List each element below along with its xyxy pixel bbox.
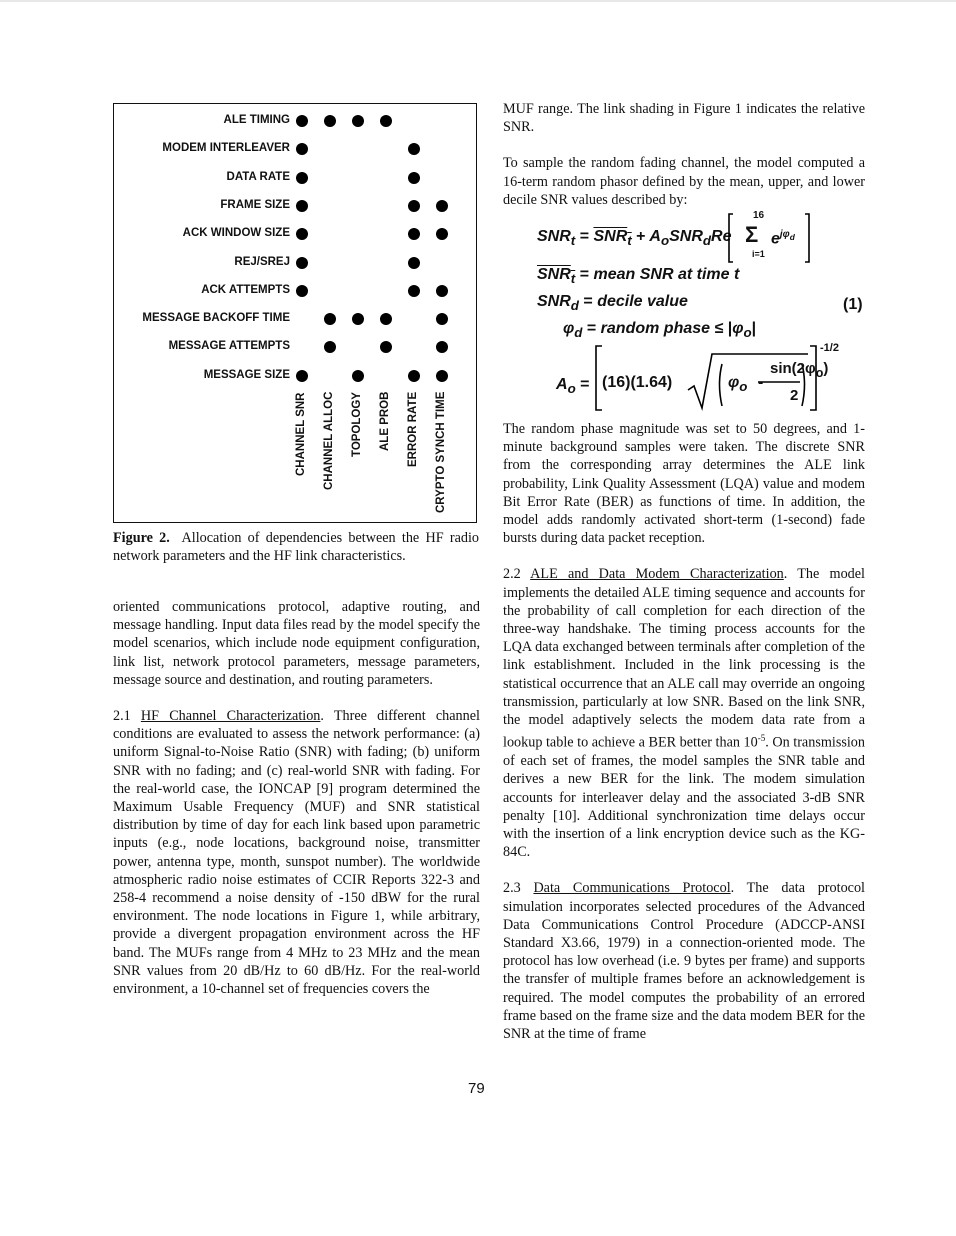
right-paragraph-3: The random phase magnitude was set to 50 degrees, and 1-minute background samples were taken. The discrete SNR from the corresponding array determines the ALE link probability, Link Quality Assessment (LQA) value and modem Bit Error Rate (BER) as functions of time. In addition, the model adds randomly activated short-term (1-second) fade bursts during data packet reception. xyxy=(503,421,865,547)
sum-sign: Σ xyxy=(745,222,759,247)
section-2-1-number: 2.1 xyxy=(113,708,131,725)
column-label: CRYPTO SYNCH TIME xyxy=(435,391,447,513)
column-label: CHANNEL ALLOC xyxy=(323,391,335,490)
dependency-dot xyxy=(380,313,392,325)
a0-denominator: 2 xyxy=(790,387,799,404)
section-2-3 xyxy=(503,879,865,1043)
row-label: MESSAGE SIZE xyxy=(203,368,290,381)
section-2-2-text-b: . On transmission of each set of frames, the model samples the SNR table and derives a new BER for the link. The modem simulation accounts for interleaver delay and the associated 3-dB SNR penalty [10]. Additional synchronization time delays occur with the insertion of a link encryption device such as the KG-84C. xyxy=(503,734,865,861)
exponential-term: $e^{j\varphi_d}$ xyxy=(771,229,795,248)
caption-label: Figure 2. xyxy=(113,530,170,546)
column-label: ERROR RATE xyxy=(407,391,419,467)
sum-upper-limit: 16 xyxy=(753,210,765,221)
section-2-3-number: 2.3 xyxy=(503,880,521,897)
section-2-2-number: 2.2 xyxy=(503,566,521,583)
dependency-dot xyxy=(352,115,364,127)
dependency-dot xyxy=(296,200,308,212)
row-label: MESSAGE BACKOFF TIME xyxy=(142,312,290,325)
dependency-dot xyxy=(324,313,336,325)
a0-coefficient: (16)(1.64) xyxy=(602,374,673,391)
right-paragraph-1: MUF range. The link shading in Figure 1 indicates the relative SNR. xyxy=(503,101,865,136)
dependency-dot xyxy=(408,257,420,269)
dependency-dot xyxy=(324,115,336,127)
left-paragraph-1: oriented communications protocol, adaptive routing, and message handling. Input data files read by the model specify the model scenarios, which include node equipment configuration, link list, network protocol parameters, message parameters, message source and destination, and routing parameters. xyxy=(113,599,480,688)
left-column xyxy=(113,598,480,1016)
row-label: FRAME SIZE xyxy=(220,198,290,211)
page-top-rule xyxy=(0,0,956,2)
dependency-dot xyxy=(436,200,448,212)
row-label: ACK WINDOW SIZE xyxy=(182,227,290,240)
row-label: DATA RATE xyxy=(226,170,290,183)
row-label: REJ/SREJ xyxy=(234,255,290,268)
dependency-dot xyxy=(296,285,308,297)
section-2-2-heading: ALE and Data Modem Characterization xyxy=(530,566,784,583)
section-2-1-heading: HF Channel Characterization xyxy=(140,708,321,725)
sum-bracket xyxy=(725,210,815,266)
equation-number: (1) xyxy=(843,296,863,313)
dependency-dot xyxy=(296,172,308,184)
dependency-dot xyxy=(408,200,420,212)
equation-line-5-lhs: $A_o$ = xyxy=(556,376,590,397)
row-label: ACK ATTEMPTS xyxy=(201,283,290,296)
dependency-dot xyxy=(296,115,308,127)
dependency-dot xyxy=(352,370,364,382)
figure-caption xyxy=(113,529,479,565)
page-number: 79 xyxy=(468,1080,485,1097)
a0-sine-numerator: $\sin(2\varphi_o)$ xyxy=(770,360,829,380)
sum-lower-limit: i=1 xyxy=(752,249,765,259)
dependency-dot xyxy=(436,370,448,382)
right-paragraph-2: To sample the random fading channel, the model computed a 16-term random phasor defined by the mean, upper, and lower decile SNR values described by: xyxy=(503,155,865,208)
section-2-3-text: . The data protocol simulation incorporates selected procedures of the Advanced Data Communications Control Procedure (ADCCP-ANSI Standard X3.66, 1979) in a connection-oriented mode. The protocol has low overhead (i.e. 9 bytes per frame) and supports the transfer of multiple frames before an acknowledgement is required. The model computes the probability of an errored frame based on the frame size and the data modem BER for the SNR at the time of frame xyxy=(503,880,865,1043)
row-label: ALE TIMING xyxy=(223,114,290,126)
dependency-dot xyxy=(380,115,392,127)
section-2-1-text: . Three different channel conditions are evaluated to assess the network performance: (a) uniform Signal-to-Noise Ratio (SNR) with fading; (b) uniform SNR with no fading; and (c) real-world SNR with fading. For the real-world case, the IONCAP [9] program determined the Maximum Usable Frequency (MUF) and SNR statistical distribution by time of day for each link based upon parametric inputs (e.g., node locations, background noise, transmitter power, antenna type, month, sunspot number). The worldwide atmospheric radio noise estimates of CCIR Reports 322-3 and 258-4 recommend a noise density of -150 dBW for the rural environment. The node locations in Figure 1, while arbitrary, provide a divergent propagation environment across the HF band. The MUFs range from 4 MHz to 23 MHz and the mean SNR values from 20 dB/Hz to 60 dB/Hz. For the real-world environment, a 10-channel set of frequencies covers the xyxy=(113,708,480,998)
a0-phi-o: $\varphi_o$ xyxy=(728,374,748,395)
section-2-2-text-a: . The model implements the detailed ALE timing sequence and accounts for the probability of call completion for each direction of the three-way handshake. The timing process accounts for the LQA data exchanged between terminals after completion of the link establishment. Included in the link processing is the statistical occurrence that an ALE call may override an ongoing transmission, particularly at low SNR. Based on the link SNR, the model adaptively selects the modem data rate from a lookup table to achieve a BER better than 10 xyxy=(503,566,866,751)
dependency-dot xyxy=(296,370,308,382)
dependency-dot xyxy=(408,172,420,184)
row-label: MESSAGE ATTEMPTS xyxy=(168,340,290,353)
section-2-1 xyxy=(113,707,480,998)
section-2-3-heading: Data Communications Protocol xyxy=(533,880,731,897)
dependency-dot xyxy=(408,285,420,297)
dependency-dot xyxy=(352,313,364,325)
a0-minus: - xyxy=(758,374,764,391)
section-2-2 xyxy=(503,565,865,861)
column-label: CHANNEL SNR xyxy=(295,392,307,476)
row-label: MODEM INTERLEAVER xyxy=(162,142,290,155)
equation-line-2: $SNR_t$ = mean SNR at time t xyxy=(537,266,740,287)
dependency-dot xyxy=(408,370,420,382)
dependency-dot xyxy=(436,313,448,325)
dependency-dot xyxy=(296,257,308,269)
column-label: TOPOLOGY xyxy=(351,392,363,457)
right-column-top xyxy=(503,100,865,227)
caption-text: Allocation of dependencies between the HF radio network parameters and the HF link characteristics. xyxy=(113,530,479,564)
dependency-dot xyxy=(436,285,448,297)
right-column-bottom xyxy=(503,420,865,1061)
column-label: ALE PROB xyxy=(379,391,391,451)
ber-exponent: -5 xyxy=(757,733,766,744)
equation-line-4: $\varphi_d$ = random phase ≤ $|\varphi_o|$ xyxy=(563,320,757,341)
equation-line-1: $SNR_t = SNR_t + A_oSNR_dRe$ xyxy=(537,228,732,249)
a0-power: -1/2 xyxy=(820,342,839,354)
equation-line-3: $SNR_d$ = decile value xyxy=(537,293,688,314)
